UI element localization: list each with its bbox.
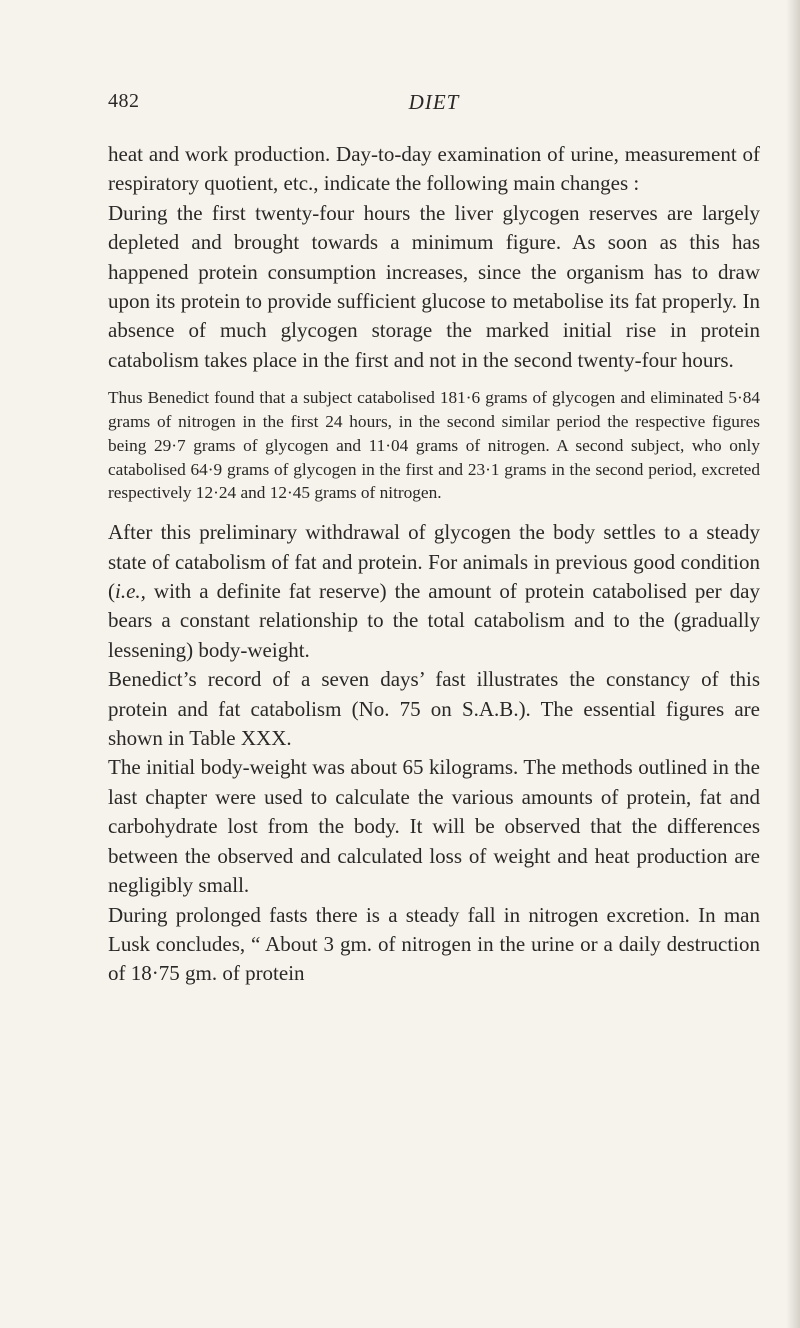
paragraph-initial-body-weight: The initial body-weight was about 65 kilograms. The methods outlined in the last chapter were used to calculate the various amounts of protein, fat and carbohydrate lost from the body. It will be observed that the differences between the observed and calculated loss of weight and heat production are negligibly small.: [108, 755, 760, 898]
page-header: [108, 90, 760, 120]
steady-state-ie: i.e.,: [115, 579, 146, 604]
paragraph-glycogen-depletion: During the first twenty-four hours the liver glycogen reserves are largely depleted and brought towards a minimum figure. As soon as this has happened protein consumption increases, since the organism has to draw upon its protein to provide sufficient glucose to metabolise its fat properly. In absence of much glycogen storage the marked initial rise in protein catabolism takes place in the first and not in the second twenty-four hours.: [108, 200, 760, 372]
paragraph-prolonged-fasts: During prolonged fasts there is a steady fall in nitrogen excretion. In man Lusk concludes, “ About 3 gm. of nitrogen in the urine or a daily destruction of 18·75 gm. of protein: [108, 902, 760, 986]
paragraph-benedict-figures: Thus Benedict found that a subject catabolised 181·6 grams of glycogen and eliminated 5·84 grams of nitrogen in the first 24 hours, in the second similar period the respective figures being 29·7 grams of glycogen and 11·04 grams of nitrogen. A second subject, who only catabolised 64·9 grams of glycogen in the first and 23·1 grams in the second period, excreted respectively 12·24 and 12·45 grams of nitrogen.: [108, 388, 760, 503]
steady-state-text-a: After this preliminary withdrawal of glycogen the body settles to a steady state of catabolism of fat and protein. For animals in previous good condition (: [108, 520, 760, 604]
paragraph-continuation: heat and work production. Day-to-day examination of urine, measurement of respiratory quotient, etc., indicate the following main changes :: [108, 142, 760, 196]
running-title: DIET: [408, 90, 460, 114]
paragraph-seven-day-fast: Benedict’s record of a seven days’ fast illustrates the constancy of this protein and fat catabolism (No. 75 on S.A.B.). The essential figures are shown in Table XXX.: [108, 667, 760, 751]
paragraph-steady-state: [108, 518, 760, 665]
page-body: [108, 140, 760, 989]
steady-state-text-b: with a definite fat reserve) the amount of protein catabolised per day bears a constant relationship to the total catabolism and to the (gradually lessening) body-weight.: [108, 579, 760, 662]
page-number: 482: [108, 90, 140, 112]
page-edge-shadow: [786, 0, 800, 1328]
